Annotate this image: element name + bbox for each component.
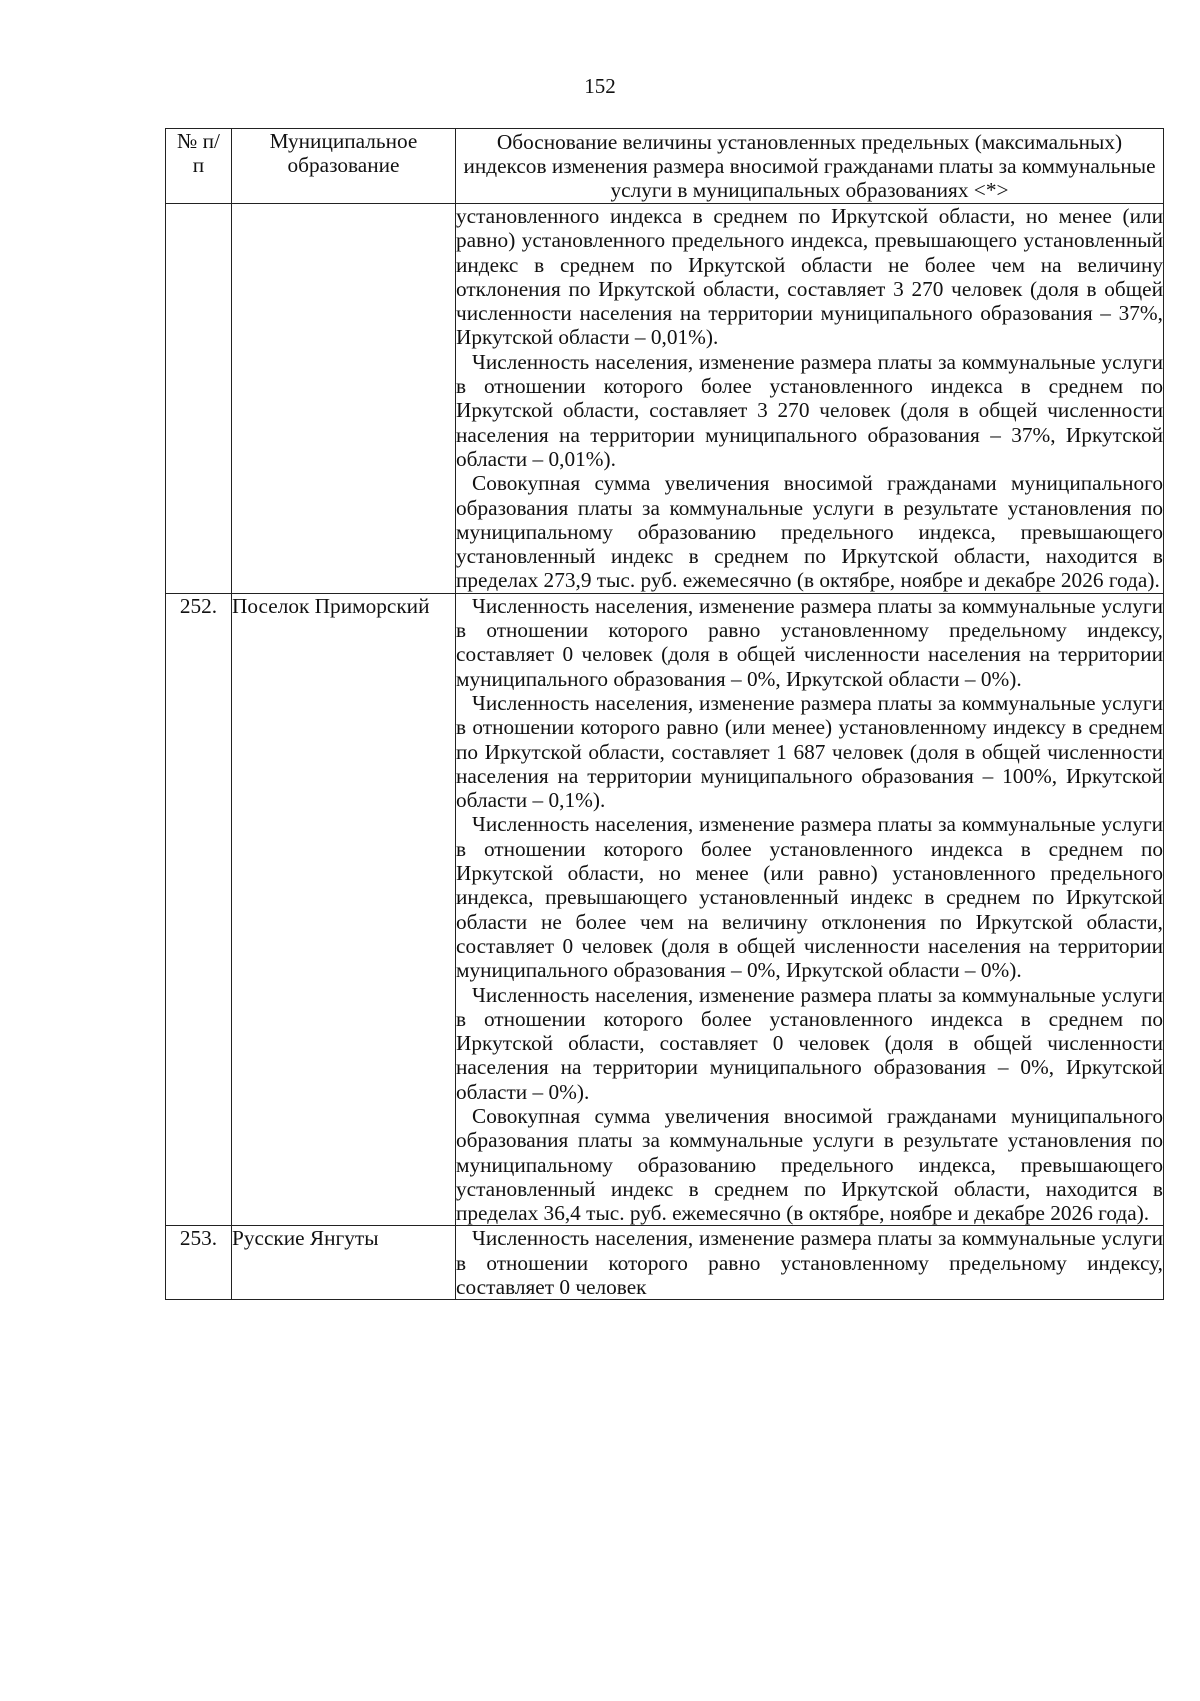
row-number: 253. (166, 1226, 232, 1300)
paragraph: Численность населения, изменение размера платы за коммунальные услуги в отношении которого более установленного индекса в среднем по Иркутской области, составляет 3 270 человек (доля в общей численности населения на территории муниципального образования – 37%, Иркутской области – 0,01%). (456, 349, 1163, 471)
municipality-name: Русские Янгуты (232, 1226, 456, 1300)
header-municipality-text: Муниципальное образование (269, 129, 418, 177)
paragraph: Численность населения, изменение размера платы за коммунальные услуги в отношении которого равно (или менее) установленному индексу в среднем по Иркутской области, составляет 1 687 человек (доля в общей численности населения на территории муниципального образования – 100%, Иркутской области – 0,1%). (456, 690, 1163, 813)
justification-cell (456, 1226, 1164, 1300)
paragraph: Совокупная сумма увеличения вносимой гражданами муниципального образования платы за коммунальные услуги в результате установления по муниципальному образованию предельного индекса, превышающего установленный индекс в среднем по Иркутской области, находится в пределах 273,9 тыс. руб. ежемесячно (в октябре, ноябре и декабре 2026 года). (456, 471, 1163, 593)
header-municipality (232, 129, 456, 204)
row-number: 252. (166, 593, 232, 1226)
cell-num-continuation (166, 204, 232, 594)
paragraph: Численность населения, изменение размера платы за коммунальные услуги в отношении которого равно установленному предельному индексу, составляет 0 человек (доля в общей численности населения на территории муниципального образования – 0%, Иркутской области – 0%). (456, 593, 1163, 691)
cell-justification-continuation (456, 204, 1164, 594)
table-row (166, 1226, 1164, 1300)
municipality-name: Поселок Приморский (232, 593, 456, 1226)
header-justification (456, 129, 1164, 204)
paragraph: установленного индекса в среднем по Иркутской области, но менее (или равно) установленного предельного индекса, превышающего установленный индекс в среднем по Иркутской области не более чем на величину отклонения по Иркутской области, составляет 3 270 человек (доля в общей численности населения на территории муниципального образования – 37%, Иркутской области – 0,01%). (456, 204, 1163, 350)
header-num (166, 129, 232, 204)
paragraph: Численность населения, изменение размера платы за коммунальные услуги в отношении которого равно установленному предельному индексу, составляет 0 человек (456, 1226, 1163, 1300)
table-row (166, 593, 1164, 1226)
header-num-text: № п/п (177, 129, 220, 177)
paragraph: Численность населения, изменение размера платы за коммунальные услуги в отношении которого более установленного индекса в среднем по Иркутской области, составляет 0 человек (доля в общей численности населения на территории муниципального образования – 0%, Иркутской области – 0%). (456, 982, 1163, 1104)
table-header-row (166, 129, 1164, 204)
justification-cell (456, 593, 1164, 1226)
municipal-index-table (165, 128, 1164, 1300)
paragraph: Совокупная сумма увеличения вносимой гражданами муниципального образования платы за коммунальные услуги в результате установления по муниципальному образованию предельного индекса, превышающего установленный индекс в среднем по Иркутской области, находится в пределах 36,4 тыс. руб. ежемесячно (в октябре, ноябре и декабре 2026 года). (456, 1103, 1163, 1226)
cell-municipality-continuation (232, 204, 456, 594)
paragraph: Численность населения, изменение размера платы за коммунальные услуги в отношении которого более установленного индекса в среднем по Иркутской области, но менее (или равно) установленного предельного индекса, превышающего установленный индекс в среднем по Иркутской области не более чем на величину отклонения по Иркутской области, составляет 0 человек (доля в общей численности населения на территории муниципального образования – 0%, Иркутской области – 0%). (456, 812, 1163, 983)
table-row-continuation (166, 204, 1164, 594)
page-number: 152 (584, 74, 616, 98)
header-justification-text: Обоснование величины установленных предельных (максимальных) индексов изменения размера вносимой гражданами платы за коммунальные услуги в муниципальных образованиях <*> (463, 130, 1156, 202)
